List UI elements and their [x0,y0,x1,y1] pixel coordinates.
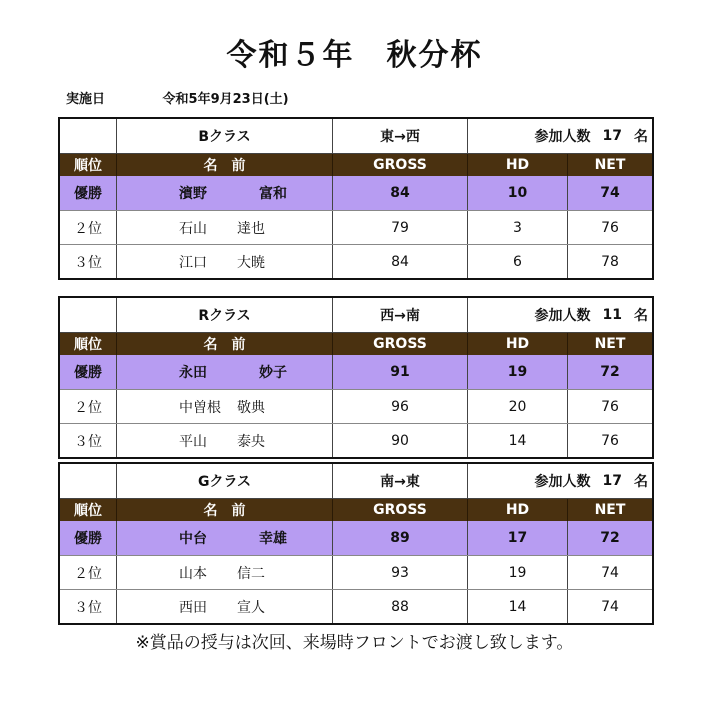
first-name: 大暁 [237,254,265,271]
header-row [60,499,652,521]
blank-cell [60,298,117,332]
gross-score: 84 [333,176,468,210]
blank-cell [60,464,117,498]
class-info-row [60,464,652,499]
last-name: 石山 [179,220,207,237]
event-date [66,88,289,107]
participants-number: 17 [602,128,622,144]
last-name: 中台 [179,531,207,547]
player-name [117,355,333,389]
table-row [60,423,652,457]
class-name: Rクラス [117,298,333,332]
class-name: Gクラス [117,464,333,498]
class-info-row [60,119,652,154]
handicap: 6 [468,245,568,278]
header-net: NET [594,157,626,173]
gross-score: 89 [333,521,468,555]
rank-cell: ３位 [60,590,117,623]
gross-score: 84 [333,245,468,278]
participants-unit: 名 [634,474,648,490]
rank-cell: 優勝 [60,176,117,210]
header-name: 名 前 [117,333,333,355]
participant-count [468,464,652,498]
gross-score: 93 [333,556,468,589]
last-name: 平山 [179,433,207,450]
gross-score: 91 [333,355,468,389]
gross-score: 79 [333,211,468,244]
header-gross: GROSS [333,154,468,176]
table-row [60,555,652,589]
participant-count [468,298,652,332]
last-name: 中曽根 [179,399,221,416]
participants-number: 17 [602,473,622,489]
participants-number: 11 [602,307,622,323]
handicap: 10 [468,176,568,210]
participants-label: 参加人数 [534,474,591,490]
first-name: 泰央 [237,433,265,450]
rank-cell: 優勝 [60,355,117,389]
net-score: 72 [600,530,620,546]
player-name [117,556,333,589]
net-score: 78 [601,253,619,270]
header-row [60,333,652,355]
net-score: 74 [601,598,619,615]
course-direction: 西→南 [333,298,468,332]
handicap: 3 [468,211,568,244]
table-row [60,521,652,555]
net-score: 76 [601,219,619,236]
participants-unit: 名 [634,308,648,324]
course-direction: 南→東 [333,464,468,498]
rank-cell: ３位 [60,245,117,278]
last-name: 永田 [179,365,207,381]
date-value: 令和5年9月23日(土) [162,92,289,107]
handicap: 19 [468,355,568,389]
class-table [58,296,654,459]
page-title: 令和５年 秋分杯 [226,38,483,73]
table-row [60,244,652,278]
header-net: NET [594,336,626,352]
class-table [58,117,654,280]
header-gross: GROSS [333,333,468,355]
table-row [60,355,652,389]
header-net: NET [594,502,626,518]
gross-score: 96 [333,390,468,423]
net-score: 74 [600,185,620,201]
header-rank: 順位 [60,154,117,176]
rank-cell: ２位 [60,556,117,589]
handicap: 17 [468,521,568,555]
first-name: 宣人 [237,599,265,616]
header-gross: GROSS [333,499,468,521]
participants-unit: 名 [634,129,648,145]
net-score: 72 [600,364,620,380]
header-name: 名 前 [117,499,333,521]
table-row [60,589,652,623]
header-name: 名 前 [117,154,333,176]
participants-label: 参加人数 [534,308,591,324]
last-name: 西田 [179,599,207,616]
table-row [60,389,652,423]
last-name: 濱野 [179,186,207,202]
first-name: 達也 [237,220,265,237]
player-name [117,176,333,210]
table-row [60,210,652,244]
rank-cell: ２位 [60,390,117,423]
player-name [117,521,333,555]
header-rank: 順位 [60,333,117,355]
handicap: 19 [468,556,568,589]
class-name: Bクラス [117,119,333,153]
net-score: 74 [601,564,619,581]
rank-cell: ３位 [60,424,117,457]
gross-score: 90 [333,424,468,457]
header-rank: 順位 [60,499,117,521]
rank-cell: 優勝 [60,521,117,555]
player-name [117,424,333,457]
player-name [117,211,333,244]
last-name: 江口 [179,254,207,271]
handicap: 20 [468,390,568,423]
net-score: 76 [601,398,619,415]
table-row [60,176,652,210]
rank-cell: ２位 [60,211,117,244]
participants-label: 参加人数 [534,129,591,145]
player-name [117,590,333,623]
handicap: 14 [468,590,568,623]
net-score: 76 [601,432,619,449]
class-info-row [60,298,652,333]
gross-score: 88 [333,590,468,623]
date-label: 実施日 [66,92,106,107]
header-row [60,154,652,176]
first-name: 敬典 [237,399,265,416]
class-table [58,462,654,625]
first-name: 富和 [259,186,287,202]
prize-note: ※賞品の授与は次回、来場時フロントでお渡し致します。 [135,633,574,653]
participant-count [468,119,652,153]
first-name: 妙子 [259,365,287,381]
header-hd: HD [468,499,568,521]
last-name: 山本 [179,565,207,582]
header-hd: HD [468,154,568,176]
player-name [117,245,333,278]
player-name [117,390,333,423]
header-hd: HD [468,333,568,355]
first-name: 信二 [237,565,265,582]
blank-cell [60,119,117,153]
first-name: 幸雄 [259,531,287,547]
handicap: 14 [468,424,568,457]
course-direction: 東→西 [333,119,468,153]
